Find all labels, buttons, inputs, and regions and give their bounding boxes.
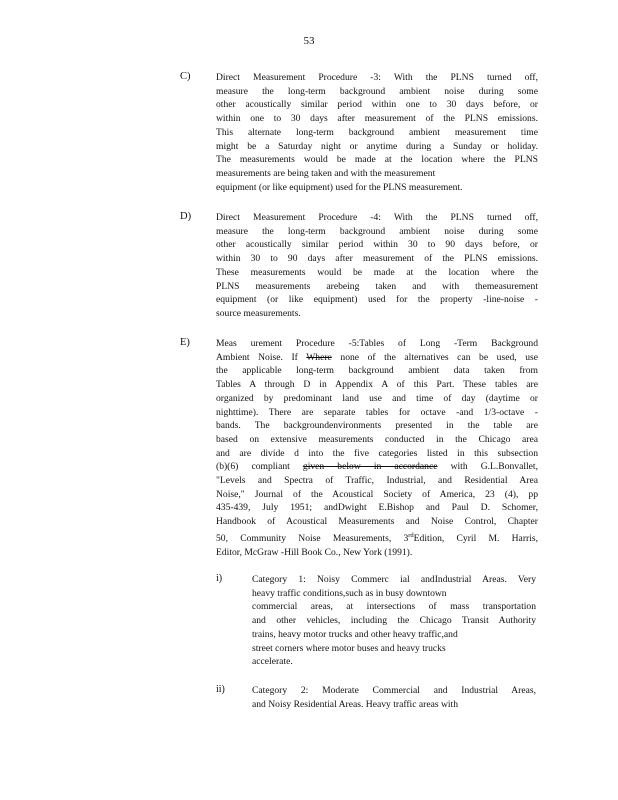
section-c-label: C) xyxy=(180,71,191,82)
text-line: Direct Measurement Procedure -3: With the PLNS turned off, xyxy=(216,72,538,83)
section-e-label: E) xyxy=(180,337,190,348)
text-line: within one to 30 days after measurement of the PLNS emissions. xyxy=(216,113,538,125)
text-line: This alternate long-term background ambient measurement time xyxy=(216,126,538,138)
text-line: and other vehicles, including the Chicago Transit Authority xyxy=(252,615,536,627)
subsection-i-text xyxy=(252,573,536,669)
text-line: and Noisy Residential Areas. Heavy traffic areas with xyxy=(252,698,459,710)
text-line: equipment (or like equipment) used for the PLNS measurement. xyxy=(216,181,463,193)
text-line: Category 1: Noisy Commerc ial andIndustrial Areas. Very xyxy=(252,574,536,585)
text-line: 435-439, July 1951; andDwight E.Bishop and Paul D. Schomer, xyxy=(216,502,538,514)
text-line: accelerate. xyxy=(252,656,293,668)
text-line: Meas urement Procedure -5:Tables of Long -Term Background xyxy=(216,338,538,349)
text-line: nighttime). There are separate tables for octave -and 1/3-octave - xyxy=(216,406,538,418)
text-line: Direct Measurement Procedure -4: With the PLNS turned off, xyxy=(216,212,538,223)
text-line: These measurements would be made at the location where the xyxy=(216,266,538,278)
text-line: 50, Community Noise Measurements, 3rdEdition, Cyril M. Harris, xyxy=(216,531,539,545)
text-line: Category 2: Moderate Commercial and Industrial Areas, xyxy=(252,685,536,696)
text-line: source measurements. xyxy=(216,307,301,319)
text-line: Editor, McGraw -Hill Book Co., New York (1991). xyxy=(216,546,413,558)
text-line: within 30 to 90 days after measurement of the PLNS emissions. xyxy=(216,253,538,265)
text-line: other acoustically similar period within 30 to 90 days before, or xyxy=(216,239,538,251)
text-line: the applicable long-term background ambient data taken from xyxy=(216,365,538,377)
subsection-ii-text xyxy=(252,684,536,711)
text-line: (b)(6) compliant given below in accordance with G.L.Bonvallet, xyxy=(216,461,538,473)
struck-text: given below in accordance xyxy=(302,461,438,473)
section-d-label: D) xyxy=(180,211,192,222)
subsection-i-label: i) xyxy=(216,573,223,584)
text-line: measure the long-term background ambient noise during some xyxy=(216,225,538,237)
text-line: organized by predominant land use and time of day (daytime or xyxy=(216,392,538,404)
page-number: 53 xyxy=(303,35,315,47)
section-e-text xyxy=(216,337,538,559)
text-line: Ambient Noise. If Where none of the alternatives can be used, use xyxy=(216,351,538,363)
text-line: street corners where motor buses and heavy trucks xyxy=(252,642,446,654)
text-line: bands. The backgroundenvironments presented in the table are xyxy=(216,420,538,432)
text-line: equipment (or like equipment) used for the property -line-noise - xyxy=(216,294,538,306)
text-line: other acoustically similar period within one to 30 days before, or xyxy=(216,99,538,111)
text-line: based on extensive measurements conducted in the Chicago area xyxy=(216,433,538,445)
superscript: rd xyxy=(408,531,414,539)
text-line: trains, heavy motor trucks and other heavy traffic,and xyxy=(252,628,458,640)
text-line: The measurements would be made at the location where the PLNS xyxy=(216,154,538,166)
text-line: "Levels and Spectra of Traffic, Industrial, and Residential Area xyxy=(216,475,538,487)
subsection-ii-label: ii) xyxy=(216,684,225,695)
text-line: Tables A through D in Appendix A of this Part. These tables are xyxy=(216,379,538,391)
text-line: and are divide d into the five categories listed in this subsection xyxy=(216,447,538,459)
section-c-text xyxy=(216,71,538,194)
text-line: might be a Saturday night or anytime during a Sunday or holiday. xyxy=(216,140,538,152)
struck-text: Where xyxy=(306,351,332,363)
text-line: heavy traffic conditions,such as in busy downtown xyxy=(252,587,447,599)
text-line: commercial areas, at intersections of mass transportation xyxy=(252,601,536,613)
text-line: PLNS measurements arebeing taken and with themeasurement xyxy=(216,280,538,292)
text-line: Handbook of Acoustical Measurements and Noise Control, Chapter xyxy=(216,516,538,528)
text-line: Noise," Journal of the Acoustical Society of America, 23 (4), pp xyxy=(216,488,538,500)
text-line: measurements are being taken and with the measurement xyxy=(216,167,436,179)
text-line: measure the long-term background ambient noise during some xyxy=(216,85,538,97)
section-d-text xyxy=(216,211,538,321)
